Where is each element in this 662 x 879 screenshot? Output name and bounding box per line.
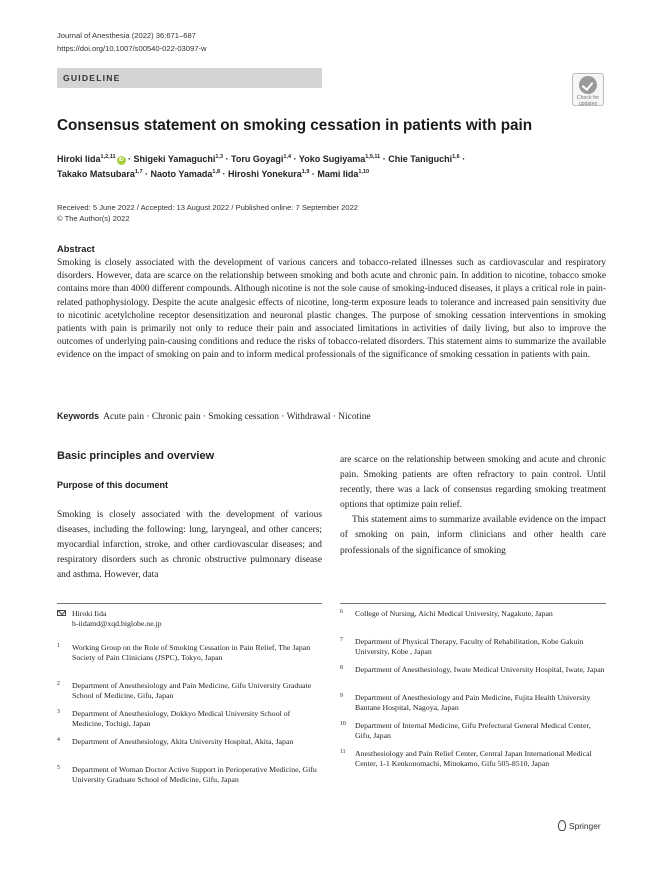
affiliation-text: Department of Woman Doctor Active Support in Perioperative Medicine, Gifu University Graduate School of Medicine, Gifu, Japan [72, 765, 317, 785]
affiliation-text: Department of Anesthesiology, Iwate Medical University Hospital, Iwate, Japan [355, 665, 605, 674]
affiliation-number: 7 [340, 637, 343, 643]
body-column-left [57, 508, 322, 583]
copyright-notice: © The Author(s) 2022 [57, 214, 130, 223]
publisher-logo [558, 820, 601, 831]
author-name[interactable]: Hiroki Iida [57, 154, 101, 164]
correspondence-email[interactable]: h-iidamd@xqd.biglobe.ne.jp [72, 619, 162, 629]
author-affiliation-marker: 1,7 [134, 169, 143, 175]
check-updates-icon [579, 76, 597, 94]
check-for-updates-text: Check for updates [576, 95, 600, 107]
affiliation-text: Department of Anesthesiology and Pain Medicine, Gifu University Graduate School of Medicine, Gifu, Japan [72, 681, 312, 701]
body-column-right [340, 453, 606, 559]
author-affiliation-marker: 1,3 [215, 154, 224, 160]
body-paragraph: Smoking is closely associated with the development of various diseases, including the following: lung, laryngeal, and other cancers; myocardial infarction, stroke, and other cardiovascular diseases; and respiratory disorders such as chronic obstructive pulmonary disease and asthma. However, data [57, 510, 322, 581]
doi-link[interactable]: https://doi.org/10.1007/s00540-022-03097-w [57, 44, 207, 53]
affiliation-number: 5 [57, 765, 60, 771]
author-affiliation-marker: 1,5,11 [365, 154, 381, 160]
affiliation-text: Anesthesiology and Pain Relief Center, Central Japan International Medical Center, 1-1 Kenkonomachi, Minokamo, Gifu 505-8510, Japan [355, 749, 592, 769]
footnote-divider-left [57, 603, 322, 604]
author-affiliation-marker: 1,6 [452, 154, 460, 160]
orcid-icon[interactable]: iD [118, 157, 124, 163]
author-name[interactable]: Mami Iida [317, 169, 359, 179]
affiliation-number: 8 [340, 665, 343, 671]
affiliation-text: Working Group on the Role of Smoking Cessation in Pain Relief, The Japan Society of Pain Clinicians (JSPC), Tokyo, Japan [72, 643, 311, 663]
keywords-list: Acute pain · Chronic pain · Smoking cessation · Withdrawal · Nicotine [103, 412, 371, 422]
abstract-text: Smoking is closely associated with the development of various cancers and tobacco-related illnesses such as cardiovascular and respiratory disorders. However, data are scarce on the relationship between smoking and both acute and chronic pain. In addition to nicotine, tobacco smoke contains more than 4000 different compounds. Although nicotine is not the sole cause of smoking-induced diseases, it plays a critical role in pain-related pathophysiology. Despite the acute analgesic effects of nicotine, long-term exposure leads to tolerance and increased pain sensitivity due to nicotinic acetylcholine receptor desensitization and neuronal plastic changes. The purpose of smoking cessation interventions in smoking patients with pain is primarily not only to reduce their pain and associated limitations in activities of daily living, but also to improve the outcomes of underlying pain-causing conditions and reduce the risks of tobacco-related disorders. This statement aims to summarize the available evidence on the impact of smoking on pain and to inform medical professionals of the significance of smoking cessation in patients with pain. [57, 258, 606, 361]
author-affiliation-marker: 1,10 [358, 169, 370, 175]
affiliation-text: Department of Internal Medicine, Gifu Prefectural General Medical Center, Gifu, Japan [355, 721, 591, 741]
section-label: GUIDELINE [63, 73, 121, 83]
author-name[interactable]: Takako Matsubara [57, 169, 135, 179]
author-list-line-2: Takako Matsubara$^{1,7}$ · Naoto Yamada$^{1,8}$ · Hiroshi Yonekura$^{1,9}$ · Mami Iida$^{1,10}$ [57, 169, 370, 179]
body-paragraph: This statement aims to summarize available evidence on the impact of smoking on pain, inform clinicians and other health care professionals of the significance of smoking [340, 515, 606, 556]
affiliation-number: 4 [57, 737, 60, 743]
body-paragraph: are scarce on the relationship between smoking and acute and chronic pain. Smoking patients are often refractory to pain control. Until recently, there was a lack of consensus regarding smoking treatment options that optimize pain relief. [340, 455, 606, 511]
author-name[interactable]: Yoko Sugiyama [298, 154, 366, 164]
article-title: Consensus statement on smoking cessation in patients with pain [57, 117, 533, 134]
affiliation-text: Department of Anesthesiology, Dokkyo Medical University School of Medicine, Tochigi, Japan [72, 709, 291, 729]
affiliation-number: 6 [340, 609, 343, 615]
keywords [57, 411, 371, 422]
subsection-heading: Purpose of this document [57, 480, 169, 490]
author-name[interactable]: Hiroshi Yonekura [228, 169, 302, 179]
affiliation-number: 3 [57, 709, 60, 715]
affiliation-text: Department of Anesthesiology and Pain Medicine, Fujita Health University Bantane Hospital, Nagoya, Japan [355, 693, 591, 713]
springer-horse-icon [558, 820, 566, 831]
author-affiliation-marker: 1,4 [283, 154, 292, 160]
publisher-name: Springer [569, 821, 601, 831]
abstract-heading: Abstract [57, 244, 95, 254]
affiliation-number: 9 [340, 693, 343, 699]
affiliation-number: 1 [57, 643, 60, 649]
keywords-label: Keywords [57, 411, 100, 421]
affiliation-text: Department of Anesthesiology, Akita University Hospital, Akita, Japan [72, 737, 294, 746]
author-name[interactable]: Toru Goyagi [231, 154, 284, 164]
author-affiliation-marker: 1,9 [301, 169, 310, 175]
author-name[interactable]: Shigeki Yamaguchi [133, 154, 216, 164]
affiliation-number: 2 [57, 681, 60, 687]
author-name[interactable]: Naoto Yamada [150, 169, 213, 179]
correspondence-name: Hiroki Iida [72, 609, 107, 618]
affiliation-number: 11 [340, 749, 346, 755]
author-affiliation-marker: 1,8 [212, 169, 221, 175]
affiliation-text: Department of Physical Therapy, Faculty of Rehabilitation, Kobe Gakuin University, Kobe , Japan [355, 637, 584, 657]
journal-citation: Journal of Anesthesia (2022) 36:671–687 [57, 31, 196, 40]
author-list-line-1: Hiroki Iida$^{1,2,11}$ iD · Shigeki Yamaguchi$^{1,3}$ · Toru Goyagi$^{1,4}$ · Yoko Sugiyama$^{1,5,11}$ · Chie Taniguchi$^{1,6}$ · [57, 154, 466, 164]
section-heading: Basic principles and overview [57, 450, 215, 462]
footnote-divider-right [340, 603, 606, 604]
affiliation-text: College of Nursing, Aichi Medical University, Nagakute, Japan [355, 609, 553, 618]
check-for-updates-badge[interactable] [572, 73, 604, 106]
affiliation-number: 10 [340, 721, 346, 727]
author-affiliation-marker: 1,2,11 [100, 154, 116, 160]
mail-icon [57, 610, 66, 616]
author-name[interactable]: Chie Taniguchi [388, 154, 453, 164]
publication-dates: Received: 5 June 2022 / Accepted: 13 August 2022 / Published online: 7 September 2022 [57, 203, 359, 212]
